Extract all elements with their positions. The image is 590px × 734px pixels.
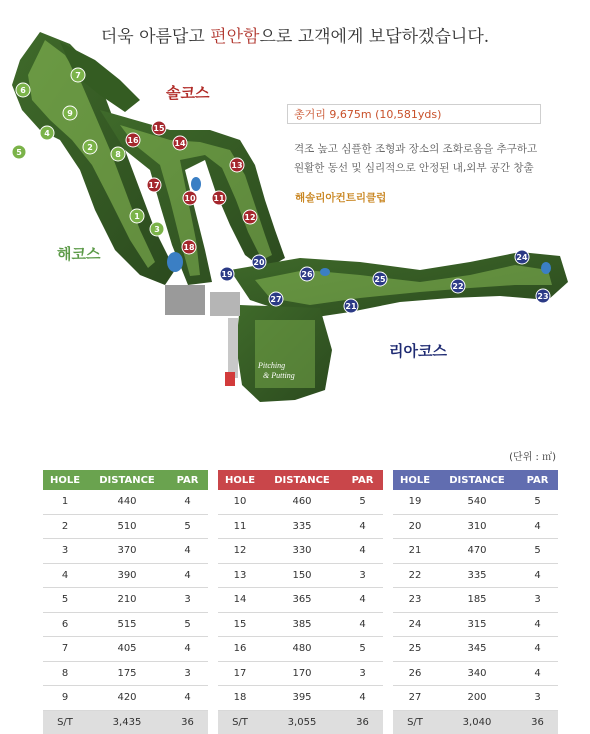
hole-marker-24 bbox=[515, 250, 529, 264]
sol-course-table bbox=[218, 470, 383, 734]
hole-cell: 3 bbox=[43, 539, 87, 564]
hole-marker-23 bbox=[536, 289, 550, 303]
svg-text:10: 10 bbox=[184, 194, 196, 203]
par-cell: 4 bbox=[167, 637, 208, 662]
svg-text:15: 15 bbox=[153, 124, 165, 133]
par-cell: 4 bbox=[342, 514, 383, 539]
hole-marker-18 bbox=[182, 240, 196, 254]
table-header bbox=[393, 470, 558, 490]
par-cell: 4 bbox=[517, 514, 558, 539]
header-hole: HOLE bbox=[224, 474, 256, 486]
hole-marker-27 bbox=[269, 292, 283, 306]
svg-text:23: 23 bbox=[537, 292, 549, 301]
road bbox=[228, 318, 238, 378]
header-hole: HOLE bbox=[399, 474, 431, 486]
header-par: PAR bbox=[176, 474, 199, 486]
unit-note: (단위 : ㎡) bbox=[509, 452, 556, 463]
distance-cell: 200 bbox=[437, 686, 517, 711]
hole-marker-26 bbox=[300, 267, 314, 281]
distance-cell: 175 bbox=[87, 661, 167, 686]
ria-course-table bbox=[393, 470, 558, 734]
svg-text:1: 1 bbox=[134, 212, 140, 221]
hole-marker-1 bbox=[130, 209, 144, 223]
hole-cell: 9 bbox=[43, 686, 87, 711]
par-cell: 5 bbox=[167, 514, 208, 539]
par-cell: 3 bbox=[167, 661, 208, 686]
distance-cell: 405 bbox=[87, 637, 167, 662]
svg-text:25: 25 bbox=[374, 275, 386, 284]
svg-text:6: 6 bbox=[20, 86, 26, 95]
distance-cell: 515 bbox=[87, 612, 167, 637]
hole-marker-12 bbox=[243, 210, 257, 224]
subtotal-par: 36 bbox=[517, 710, 558, 734]
distance-cell: 540 bbox=[437, 490, 517, 514]
distance-cell: 315 bbox=[437, 612, 517, 637]
table-header bbox=[43, 470, 208, 490]
hole-cell: 21 bbox=[393, 539, 437, 564]
headline-highlight: 편안함 bbox=[210, 27, 260, 47]
hole-cell: 24 bbox=[393, 612, 437, 637]
table-row bbox=[393, 661, 558, 686]
table-row bbox=[393, 539, 558, 564]
svg-text:8: 8 bbox=[115, 150, 121, 159]
par-cell: 5 bbox=[517, 539, 558, 564]
headline-pre: 더욱 아름답고 bbox=[100, 27, 211, 47]
par-cell: 3 bbox=[342, 661, 383, 686]
distance-cell: 185 bbox=[437, 588, 517, 613]
hole-cell: 16 bbox=[218, 637, 262, 662]
hole-cell: 15 bbox=[218, 612, 262, 637]
svg-text:21: 21 bbox=[345, 302, 357, 311]
distance-cell: 420 bbox=[87, 686, 167, 711]
hole-cell: 18 bbox=[218, 686, 262, 711]
hole-marker-10 bbox=[183, 191, 197, 205]
hole-marker-13 bbox=[230, 158, 244, 172]
par-cell: 3 bbox=[342, 563, 383, 588]
hole-cell: 4 bbox=[43, 563, 87, 588]
hole-cell: 10 bbox=[218, 490, 262, 514]
distance-cell: 370 bbox=[87, 539, 167, 564]
svg-text:27: 27 bbox=[270, 295, 282, 304]
hae-course-table bbox=[43, 470, 208, 734]
par-cell: 4 bbox=[517, 612, 558, 637]
headline-post: 으로 고객에게 보답하겠습니다. bbox=[259, 27, 490, 47]
subtotal-distance: 3,435 bbox=[87, 710, 167, 734]
subtotal-distance: 3,055 bbox=[262, 710, 342, 734]
par-cell: 5 bbox=[167, 612, 208, 637]
course-label-ria: 리아코스 bbox=[389, 342, 447, 360]
pond-icon bbox=[167, 252, 183, 272]
par-cell: 5 bbox=[342, 490, 383, 514]
par-cell: 3 bbox=[167, 588, 208, 613]
subtotal-par: 36 bbox=[167, 710, 208, 734]
header-distance: DISTANCE bbox=[99, 474, 155, 486]
par-cell: 4 bbox=[167, 686, 208, 711]
hole-cell: 2 bbox=[43, 514, 87, 539]
table-row bbox=[218, 661, 383, 686]
pond-icon bbox=[320, 268, 330, 276]
hole-cell: 23 bbox=[393, 588, 437, 613]
svg-text:16: 16 bbox=[127, 136, 139, 145]
par-cell: 4 bbox=[167, 539, 208, 564]
table-row bbox=[218, 637, 383, 662]
subtotal-label: S/T bbox=[393, 710, 437, 734]
table-row bbox=[218, 539, 383, 564]
distance-cell: 330 bbox=[262, 539, 342, 564]
hole-marker-17 bbox=[147, 178, 161, 192]
hole-marker-7 bbox=[71, 68, 85, 82]
svg-text:5: 5 bbox=[16, 148, 22, 157]
hole-cell: 19 bbox=[393, 490, 437, 514]
distance-cell: 150 bbox=[262, 563, 342, 588]
distance-cell: 365 bbox=[262, 588, 342, 613]
svg-text:18: 18 bbox=[183, 243, 195, 252]
svg-text:2: 2 bbox=[87, 143, 93, 152]
table-row bbox=[43, 686, 208, 711]
par-cell: 3 bbox=[517, 588, 558, 613]
par-cell: 4 bbox=[342, 588, 383, 613]
hole-cell: 17 bbox=[218, 661, 262, 686]
table-row bbox=[393, 514, 558, 539]
course-map bbox=[0, 28, 590, 428]
hole-cell: 26 bbox=[393, 661, 437, 686]
par-cell: 4 bbox=[342, 686, 383, 711]
subtotal-par: 36 bbox=[342, 710, 383, 734]
hole-marker-9 bbox=[63, 106, 77, 120]
course-label-sol: 솔코스 bbox=[166, 84, 210, 102]
par-cell: 4 bbox=[517, 563, 558, 588]
hole-marker-20 bbox=[252, 255, 266, 269]
total-distance-box: 총거리 9,675m (10,581yds) bbox=[287, 104, 541, 124]
table-row bbox=[393, 563, 558, 588]
distance-cell: 390 bbox=[87, 563, 167, 588]
svg-text:26: 26 bbox=[301, 270, 313, 279]
subtotal-row bbox=[393, 710, 558, 734]
par-cell: 4 bbox=[517, 661, 558, 686]
table-row bbox=[393, 612, 558, 637]
hole-marker-25 bbox=[373, 272, 387, 286]
hole-marker-6 bbox=[16, 83, 30, 97]
table-row bbox=[393, 588, 558, 613]
distance-cell: 440 bbox=[87, 490, 167, 514]
distance-cell: 310 bbox=[437, 514, 517, 539]
hole-cell: 13 bbox=[218, 563, 262, 588]
header-distance: DISTANCE bbox=[449, 474, 505, 486]
table-row bbox=[218, 514, 383, 539]
svg-text:4: 4 bbox=[44, 129, 50, 138]
distance-cell: 170 bbox=[262, 661, 342, 686]
header-par: PAR bbox=[351, 474, 374, 486]
pond-icon bbox=[541, 262, 551, 274]
par-cell: 4 bbox=[167, 563, 208, 588]
svg-text:12: 12 bbox=[244, 213, 256, 222]
clubhouse-area bbox=[165, 285, 205, 315]
table-row bbox=[43, 588, 208, 613]
par-cell: 4 bbox=[342, 612, 383, 637]
distance-cell: 480 bbox=[262, 637, 342, 662]
table-row bbox=[393, 637, 558, 662]
hole-cell: 22 bbox=[393, 563, 437, 588]
distance-cell: 345 bbox=[437, 637, 517, 662]
distance-cell: 460 bbox=[262, 490, 342, 514]
svg-text:14: 14 bbox=[174, 139, 186, 148]
hole-marker-16 bbox=[126, 133, 140, 147]
hole-cell: 27 bbox=[393, 686, 437, 711]
pitching-label-1: Pitching bbox=[258, 361, 286, 370]
parking-area bbox=[210, 292, 240, 316]
table-row bbox=[218, 686, 383, 711]
hole-marker-11 bbox=[212, 191, 226, 205]
svg-text:13: 13 bbox=[231, 161, 243, 170]
svg-text:24: 24 bbox=[516, 253, 528, 262]
hole-cell: 12 bbox=[218, 539, 262, 564]
hole-cell: 14 bbox=[218, 588, 262, 613]
svg-text:17: 17 bbox=[148, 181, 160, 190]
hole-marker-5 bbox=[12, 145, 26, 159]
table-row bbox=[43, 661, 208, 686]
distance-cell: 470 bbox=[437, 539, 517, 564]
hole-marker-22 bbox=[451, 279, 465, 293]
hole-cell: 25 bbox=[393, 637, 437, 662]
hole-cell: 8 bbox=[43, 661, 87, 686]
hole-marker-4 bbox=[40, 126, 54, 140]
distance-cell: 335 bbox=[262, 514, 342, 539]
table-row bbox=[43, 612, 208, 637]
subtotal-label: S/T bbox=[43, 710, 87, 734]
table-row bbox=[43, 539, 208, 564]
header-hole: HOLE bbox=[49, 474, 81, 486]
table-header bbox=[218, 470, 383, 490]
description-line-1: 격조 높고 심플한 조형과 장소의 조화로움을 추구하고 bbox=[294, 143, 538, 155]
header-par: PAR bbox=[526, 474, 549, 486]
subtotal-label: S/T bbox=[218, 710, 262, 734]
table-row bbox=[43, 490, 208, 514]
distance-cell: 210 bbox=[87, 588, 167, 613]
par-cell: 5 bbox=[517, 490, 558, 514]
svg-text:22: 22 bbox=[452, 282, 464, 291]
distance-cell: 385 bbox=[262, 612, 342, 637]
hole-cell: 7 bbox=[43, 637, 87, 662]
svg-text:20: 20 bbox=[253, 258, 265, 267]
hole-marker-8 bbox=[111, 147, 125, 161]
course-label-hae: 해코스 bbox=[57, 245, 101, 263]
par-cell: 4 bbox=[167, 490, 208, 514]
table-row bbox=[43, 637, 208, 662]
hole-cell: 20 bbox=[393, 514, 437, 539]
subtotal-row bbox=[218, 710, 383, 734]
hole-cell: 5 bbox=[43, 588, 87, 613]
description-line-2: 원활한 동선 및 심리적으로 안정된 내,외부 공간 창출 bbox=[294, 162, 534, 174]
distance-cell: 395 bbox=[262, 686, 342, 711]
subtotal-distance: 3,040 bbox=[437, 710, 517, 734]
hole-cell: 11 bbox=[218, 514, 262, 539]
hole-cell: 1 bbox=[43, 490, 87, 514]
table-row bbox=[218, 563, 383, 588]
building-icon bbox=[225, 372, 235, 386]
par-cell: 4 bbox=[342, 539, 383, 564]
table-row bbox=[43, 514, 208, 539]
distance-cell: 510 bbox=[87, 514, 167, 539]
subtotal-row bbox=[43, 710, 208, 734]
table-row bbox=[218, 612, 383, 637]
hole-cell: 6 bbox=[43, 612, 87, 637]
table-row bbox=[393, 490, 558, 514]
pond-icon bbox=[191, 177, 201, 191]
course-description bbox=[294, 140, 554, 178]
hole-marker-2 bbox=[83, 140, 97, 154]
distance-cell: 335 bbox=[437, 563, 517, 588]
par-cell: 4 bbox=[517, 637, 558, 662]
svg-text:9: 9 bbox=[67, 109, 73, 118]
hole-marker-14 bbox=[173, 136, 187, 150]
table-row bbox=[393, 686, 558, 711]
table-row bbox=[218, 490, 383, 514]
pitching-label-2: & Putting bbox=[263, 371, 295, 380]
hole-marker-21 bbox=[344, 299, 358, 313]
svg-text:3: 3 bbox=[154, 225, 160, 234]
hole-marker-15 bbox=[152, 121, 166, 135]
hole-marker-3 bbox=[150, 222, 164, 236]
distance-cell: 340 bbox=[437, 661, 517, 686]
header-distance: DISTANCE bbox=[274, 474, 330, 486]
club-name: 해솔리아컨트리클럽 bbox=[295, 192, 387, 204]
table-row bbox=[218, 588, 383, 613]
svg-text:7: 7 bbox=[75, 71, 81, 80]
table-row bbox=[43, 563, 208, 588]
hole-marker-19 bbox=[220, 267, 234, 281]
svg-text:19: 19 bbox=[221, 270, 233, 279]
par-cell: 5 bbox=[342, 637, 383, 662]
svg-text:11: 11 bbox=[213, 194, 225, 203]
par-cell: 3 bbox=[517, 686, 558, 711]
